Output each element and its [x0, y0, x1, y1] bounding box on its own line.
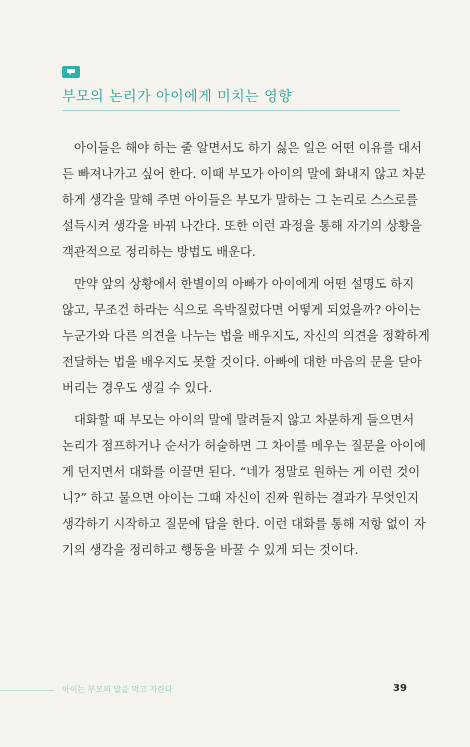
text-line: 누군가와 다른 의견을 나누는 법을 배우지도, 자신의 의견을 정확하게	[62, 329, 430, 343]
text-line: 게 던지면서 대화를 이끌면 된다. “네가 정말로 원하는 게 이런 것이	[62, 465, 421, 479]
text-line: 버리는 경우도 생길 수 있다.	[62, 381, 213, 395]
text-line: 객관적으로 정리하는 방법도 배운다.	[62, 245, 256, 259]
text-line: 만약 앞의 상황에서 한별이의 아빠가 아이에게 어떤 설명도 하지	[74, 277, 415, 291]
text-line: 않고, 무조건 하라는 식으로 윽박질렀다면 어떻게 되었을까? 아이는	[62, 303, 421, 317]
text-line: 전달하는 법을 배우지도 못할 것이다. 아빠에 대한 마음의 문을 닫아	[62, 355, 422, 369]
speech-bubble-icon	[62, 66, 80, 78]
running-title: 아이는 부모의 말을 먹고 자란다	[62, 685, 173, 694]
section-title: 부모의 논리가 아이에게 미치는 영향	[62, 89, 293, 105]
text-line: 니?” 하고 물으면 아이는 그때 자신이 진짜 원하는 결과가 무엇인지	[62, 491, 419, 505]
text-line: 설득시켜 생각을 바꿔 나간다. 또한 이런 과정을 통해 자기의 상황을	[62, 219, 422, 233]
text-line: 논리가 점프하거나 순서가 허술하면 그 차이를 메우는 질문을 아이에	[62, 439, 426, 453]
text-line: 기의 생각을 정리하고 행동을 바꿀 수 있게 되는 것이다.	[62, 543, 359, 557]
page-footer	[0, 684, 470, 698]
text-line: 대화할 때 부모는 아이의 말에 말려들지 않고 차분하게 들으면서	[74, 413, 415, 427]
paragraph-3	[62, 407, 426, 563]
footer-divider	[0, 690, 54, 691]
title-divider	[62, 110, 400, 111]
text-line: 든 빠져나가고 싶어 한다. 이때 부모가 아이의 말에 화내지 않고 차분	[62, 167, 426, 181]
text-line: 아이들은 해야 하는 줄 알면서도 하기 싫은 일은 어떤 이유를 대서	[74, 141, 422, 155]
page-number: 39	[393, 683, 407, 694]
body-text	[62, 135, 430, 569]
text-line: 생각하기 시작하고 질문에 답을 한다. 이런 대화를 통해 저항 없이 자	[62, 517, 426, 531]
paragraph-2	[62, 271, 430, 401]
paragraph-1	[62, 135, 426, 265]
text-line: 하게 생각을 말해 주면 아이들은 부모가 말하는 그 논리로 스스로를	[62, 193, 418, 207]
